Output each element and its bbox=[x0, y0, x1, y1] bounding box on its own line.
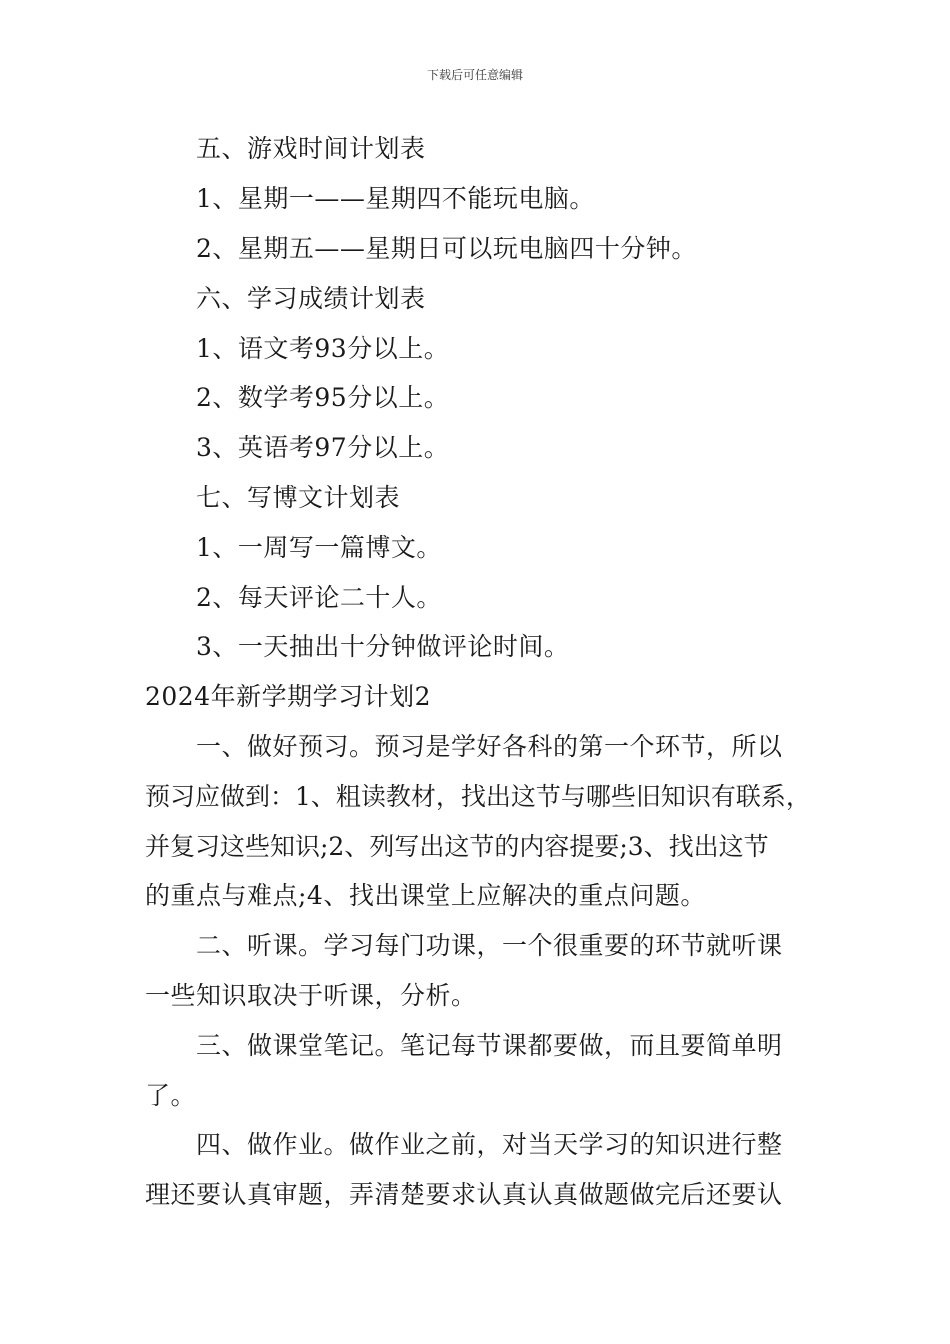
paragraph-line: 一、做好预习。预习是学好各科的第一个环节，所以 bbox=[196, 732, 783, 761]
paragraph-line: 理还要认真审题，弄清楚要求认真认真做题做完后还要认 bbox=[145, 1180, 783, 1209]
paragraph-line: 二、听课。学习每门功课，一个很重要的环节就听课 bbox=[196, 931, 783, 960]
paragraph-line: 三、做课堂笔记。笔记每节课都要做，而且要简单明 bbox=[196, 1031, 783, 1060]
list-item: 2、星期五——星期日可以玩电脑四十分钟。 bbox=[196, 234, 697, 263]
paragraph-line: 并复习这些知识;2、列写出这节的内容提要;3、找出这节 bbox=[145, 832, 769, 861]
list-item: 1、语文考93分以上。 bbox=[196, 334, 450, 363]
paragraph-line: 一些知识取决于听课，分析。 bbox=[145, 981, 477, 1010]
list-item: 3、英语考97分以上。 bbox=[196, 433, 450, 462]
page-header: 下载后可任意编辑 bbox=[426, 68, 523, 82]
paragraph-line: 预习应做到：1、粗读教材，找出这节与哪些旧知识有联系， bbox=[145, 782, 811, 811]
section-heading-grades: 六、学习成绩计划表 bbox=[196, 284, 426, 313]
list-item: 2、数学考95分以上。 bbox=[196, 383, 450, 412]
paragraph-line: 了。 bbox=[145, 1081, 197, 1110]
section-heading-blog: 七、写博文计划表 bbox=[196, 483, 401, 512]
paragraph-line: 四、做作业。做作业之前，对当天学习的知识进行整 bbox=[196, 1130, 783, 1159]
paragraph-line: 的重点与难点;4、找出课堂上应解决的重点问题。 bbox=[145, 881, 706, 910]
document-title: 2024年新学期学习计划2 bbox=[145, 682, 432, 711]
section-heading-game-time: 五、游戏时间计划表 bbox=[196, 134, 426, 163]
list-item: 2、每天评论二十人。 bbox=[196, 583, 442, 612]
list-item: 3、一天抽出十分钟做评论时间。 bbox=[196, 632, 570, 661]
list-item: 1、一周写一篇博文。 bbox=[196, 533, 442, 562]
list-item: 1、星期一——星期四不能玩电脑。 bbox=[196, 184, 595, 213]
